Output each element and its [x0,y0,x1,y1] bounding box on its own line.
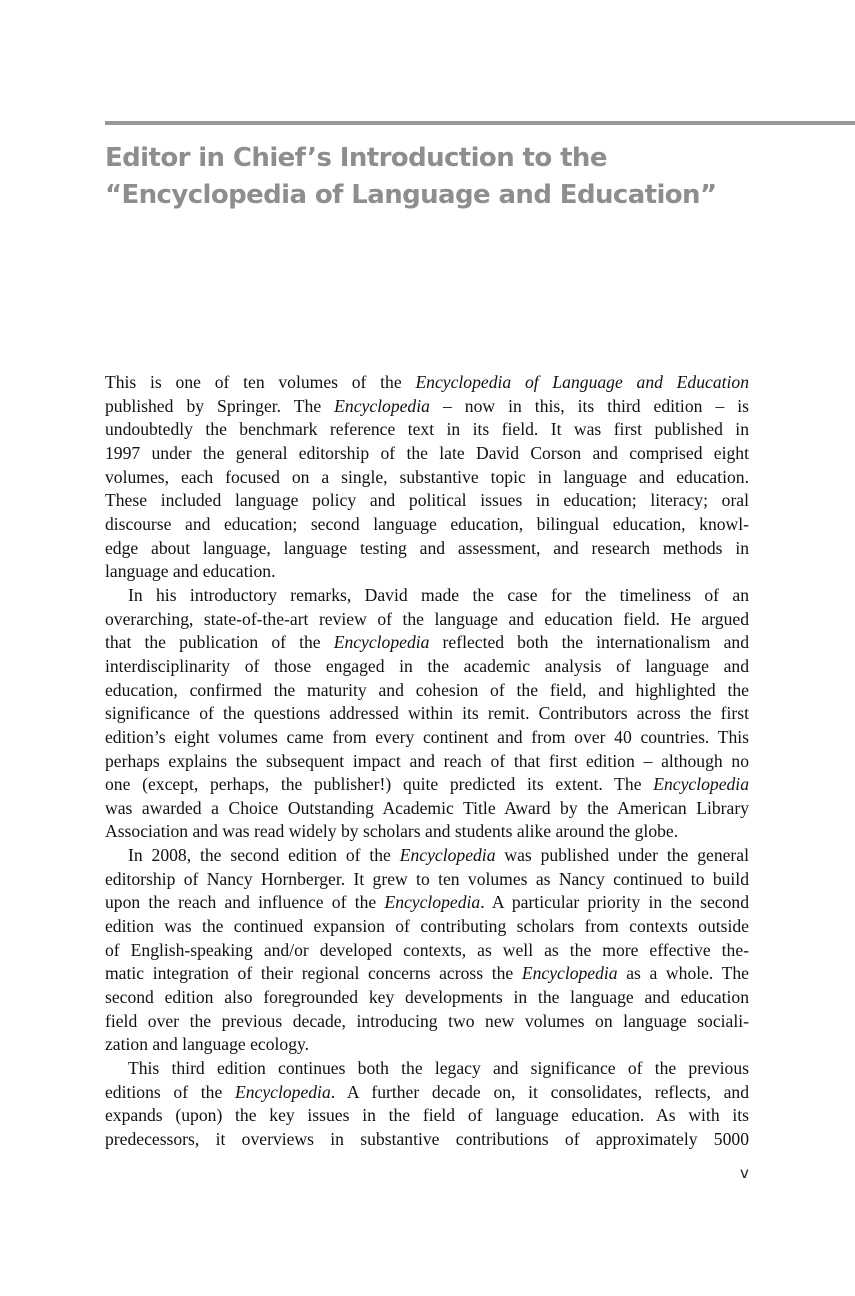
text-line: zation and language ecology. [105,1034,310,1055]
body-text [105,371,749,1152]
page-number: v [740,1164,749,1182]
italic-title: Encyclopedia [521,963,618,984]
text-line: field over the previous decade, introducing two new volumes on language sociali- [105,1010,749,1031]
text-line: interdisciplinarity of those engaged in the academic analysis of language and [105,655,749,676]
text-line: This is one of ten volumes of the Encyclopedia of Language and Education [105,372,749,392]
text-line: discourse and education; second language education, bilingual education, knowl- [105,513,749,534]
text-line: volumes, each focused on a single, substantive topic in language and education. [105,466,749,487]
text-line: significance of the questions addressed within its remit. Contributors across the first [105,703,749,724]
text-line: second edition also foregrounded key developments in the language and education [105,987,749,1008]
text-line: edition was the continued expansion of contributing scholars from contexts outside [105,916,749,937]
text-line: undoubtedly the benchmark reference text in its field. It was first published in [105,419,749,440]
italic-title: Encyclopedia [235,1081,331,1102]
paragraph [105,584,749,844]
text-line: predecessors, it overviews in substantive contributions of approximately 5000 [105,1129,749,1149]
text-line: matic integration of their regional concerns across the Encyclopedia as a whole. The [105,963,749,984]
italic-title: Encyclopedia [334,395,430,416]
text-line: of English-speaking and/or developed contexts, as well as the more effective the- [105,939,749,960]
text-line: perhaps explains the subsequent impact and reach of that first edition – although no [105,750,749,771]
text-line: upon the reach and influence of the Encyclopedia. A particular priority in the second [105,892,750,913]
paragraph [105,844,749,1057]
italic-title: Encyclopedia [333,632,430,653]
text-line: education, confirmed the maturity and cohesion of the field, and highlighted the [105,679,749,700]
text-line: These included language policy and political issues in education; literacy; oral [105,490,749,511]
text-line: editorship of Nancy Hornberger. It grew to ten volumes as Nancy continued to build [105,868,749,889]
italic-title: Encyclopedia [384,892,481,913]
text-line: overarching, state-of-the-art review of the language and education field. He argued [105,608,749,629]
text-line: expands (upon) the key issues in the field of language education. As with its [105,1105,749,1126]
text-line: In his introductory remarks, David made the case for the timeliness of an [128,584,749,605]
text-line: This third edition continues both the legacy and significance of the previous [128,1058,749,1079]
text-line: 1997 under the general editorship of the late David Corson and comprised eight [105,442,749,463]
italic-title: Encyclopedia [399,845,496,866]
chapter-title-line-1: Editor in Chief’s Introduction to the [105,143,607,173]
text-line: editions of the Encyclopedia. A further decade on, it consolidates, reflects, and [105,1081,749,1102]
italic-title: Encyclopedia of Language and Education [415,372,749,392]
header-rule [105,121,855,125]
chapter-title-line-2: “Encyclopedia of Language and Education” [105,180,717,210]
text-line: published by Springer. The Encyclopedia – now in this, its third edition – is [105,395,750,416]
text-line: was awarded a Choice Outstanding Academic Title Award by the American Library [105,797,749,818]
text-line: Association and was read widely by scholars and students alike around the globe. [105,821,679,842]
chapter-title [105,140,716,214]
text-line: language and education. [105,561,276,582]
text-line: edge about language, language testing and assessment, and research methods in [105,537,749,558]
paragraph [105,1057,749,1152]
text-line: one (except, perhaps, the publisher!) quite predicted its extent. The Encyclopedia [105,774,749,795]
paragraph [105,371,749,584]
text-line: edition’s eight volumes came from every continent and from over 40 countries. This [105,726,749,747]
text-line: that the publication of the Encyclopedia reflected both the internationalism and [105,632,749,653]
italic-title: Encyclopedia [653,774,749,795]
text-line: In 2008, the second edition of the Encyclopedia was published under the general [128,845,749,866]
